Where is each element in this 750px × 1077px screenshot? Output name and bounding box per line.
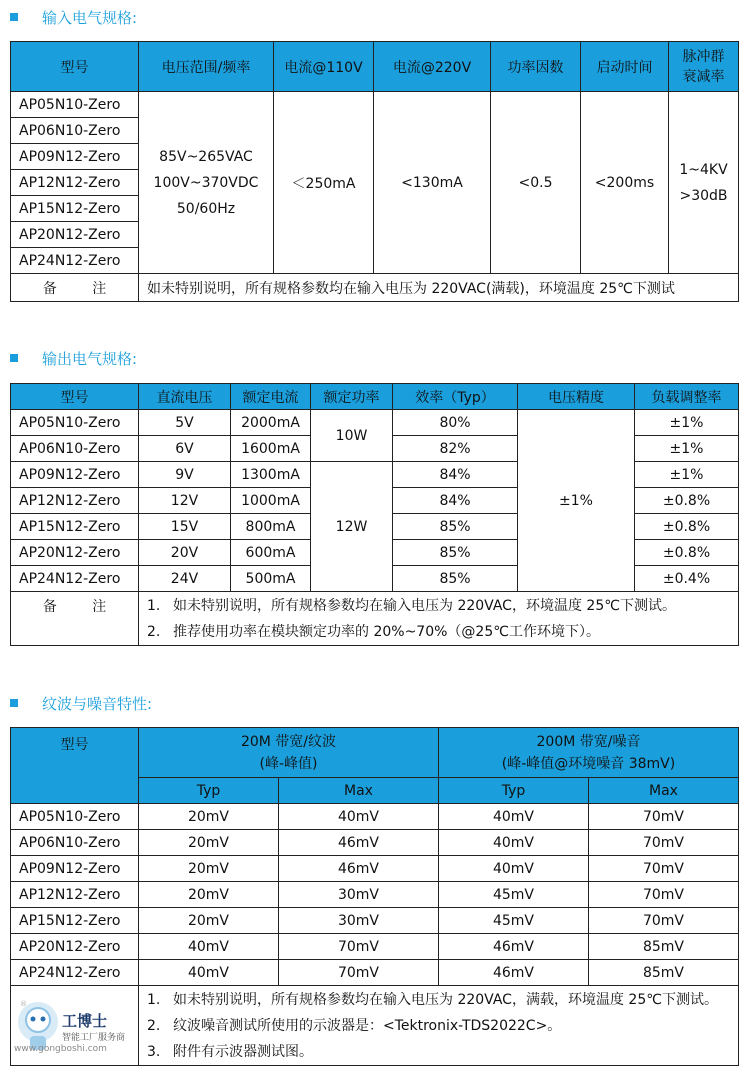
voltage-line: 100V~370VDC [153, 174, 259, 191]
header-ripple-max: Max [279, 778, 439, 804]
pulse-line: 1~4KV [679, 161, 728, 178]
table-row [11, 882, 739, 908]
header-load-regulation: 负载调整率 [635, 384, 739, 410]
power-factor-cell: <0.5 [491, 92, 581, 274]
noise-typ-cell: 45mV [439, 908, 589, 934]
noise-typ-cell: 40mV [439, 830, 589, 856]
model-cell: AP12N12-Zero [11, 170, 139, 196]
bullet-square-icon [10, 13, 18, 21]
header-efficiency: 效率（Typ） [393, 384, 518, 410]
section-title-text: 输入电气规格: [42, 8, 138, 27]
ripple-typ-cell: 20mV [139, 882, 279, 908]
load-regulation-cell: ±0.8% [635, 488, 739, 514]
power-cell: 10W [311, 410, 393, 462]
input-spec-table [10, 41, 739, 302]
efficiency-cell: 85% [393, 540, 518, 566]
remark-row [11, 274, 739, 302]
header-voltage-range: 电压范围/频率 [139, 42, 274, 92]
note-number: 3. [147, 1043, 161, 1060]
voltage-cell: 6V [139, 436, 231, 462]
output-spec-table [10, 383, 739, 646]
model-cell: AP05N10-Zero [11, 804, 139, 830]
section-title-ripple [10, 692, 152, 714]
efficiency-cell: 85% [393, 514, 518, 540]
model-cell: AP12N12-Zero [11, 882, 139, 908]
remark-row [11, 592, 739, 646]
table-row [11, 856, 739, 882]
header-current-220: 电流@220V [374, 42, 491, 92]
remark-text: 如未特别说明，所有规格参数均在输入电压为 220VAC(满载)，环境温度 25℃下测试 [139, 274, 739, 302]
header-model: 型号 [11, 728, 139, 804]
voltage-cell: 9V [139, 462, 231, 488]
power-cell: 12W [311, 462, 393, 592]
voltage-line: 50/60Hz [176, 200, 236, 217]
current-cell: 800mA [231, 514, 311, 540]
note-text: 推荐使用功率在模块额定功率的 20%~70%（@25℃工作环境下）。 [173, 623, 600, 640]
header-rated-current: 额定电流 [231, 384, 311, 410]
load-regulation-cell: ±0.4% [635, 566, 739, 592]
noise-max-cell: 70mV [589, 804, 739, 830]
header-pulse-line1: 脉冲群 [682, 48, 725, 65]
voltage-accuracy-cell: ±1% [518, 410, 635, 592]
table-row [11, 830, 739, 856]
load-regulation-cell: ±1% [635, 462, 739, 488]
model-cell: AP09N12-Zero [11, 144, 139, 170]
model-cell: AP20N12-Zero [11, 540, 139, 566]
model-cell: AP20N12-Zero [11, 934, 139, 960]
note-number: 1. [147, 597, 161, 614]
table-header-row [11, 42, 739, 92]
model-cell: AP12N12-Zero [11, 488, 139, 514]
noise-typ-cell: 46mV [439, 960, 589, 986]
table-row [11, 960, 739, 986]
note-item [147, 619, 738, 645]
header-noise [439, 728, 739, 778]
voltage-cell: 12V [139, 488, 231, 514]
model-cell: AP05N10-Zero [11, 92, 139, 118]
start-time-cell: <200ms [581, 92, 669, 274]
section-title-text: 输出电气规格: [42, 349, 138, 368]
note-item [147, 987, 738, 1013]
efficiency-cell: 80% [393, 410, 518, 436]
header-ripple [139, 728, 439, 778]
model-cell: AP24N12-Zero [11, 960, 139, 986]
noise-max-cell: 70mV [589, 908, 739, 934]
watermark-logo [12, 992, 142, 1062]
noise-typ-cell: 45mV [439, 882, 589, 908]
current-110-cell: ＜250mA [274, 92, 374, 274]
noise-max-cell: 70mV [589, 856, 739, 882]
noise-max-cell: 70mV [589, 830, 739, 856]
model-cell: AP15N12-Zero [11, 196, 139, 222]
note-text: 如未特别说明，所有规格参数均在输入电压为 220VAC，环境温度 25℃下测试。 [173, 597, 676, 614]
section-title-text: 纹波与噪音特性: [42, 694, 153, 713]
watermark-brand: 工博士 [62, 1012, 108, 1030]
voltage-cell: 20V [139, 540, 231, 566]
model-cell: AP24N12-Zero [11, 248, 139, 274]
remark-notes [139, 592, 739, 646]
model-cell: AP15N12-Zero [11, 908, 139, 934]
pulse-cell [669, 92, 739, 274]
header-model: 型号 [11, 384, 139, 410]
ripple-typ-cell: 40mV [139, 934, 279, 960]
header-dc-voltage: 直流电压 [139, 384, 231, 410]
table-header-row [11, 728, 739, 778]
header-current-110: 电流@110V [274, 42, 374, 92]
watermark-tagline: 智能工厂服务商 [62, 1033, 126, 1043]
watermark-url: www.gongboshi.com [14, 1044, 107, 1054]
load-regulation-cell: ±0.8% [635, 540, 739, 566]
remark-label: 备 注 [11, 274, 139, 302]
bullet-square-icon [10, 354, 18, 362]
note-text: 附件有示波器测试图。 [173, 1043, 313, 1060]
ripple-max-cell: 30mV [279, 882, 439, 908]
voltage-range-cell [139, 92, 274, 274]
header-ripple-sub: (峰-峰值) [259, 755, 318, 772]
ripple-max-cell: 46mV [279, 830, 439, 856]
ripple-max-cell: 70mV [279, 960, 439, 986]
model-cell: AP20N12-Zero [11, 222, 139, 248]
note-item [147, 1039, 738, 1065]
noise-typ-cell: 40mV [439, 856, 589, 882]
header-pulse-attenuation [669, 42, 739, 92]
ripple-typ-cell: 40mV [139, 960, 279, 986]
load-regulation-cell: ±1% [635, 436, 739, 462]
remark-notes [139, 986, 739, 1066]
bullet-square-icon [10, 699, 18, 707]
table-row [11, 92, 739, 118]
section-title-input [10, 6, 137, 28]
current-cell: 2000mA [231, 410, 311, 436]
voltage-cell: 24V [139, 566, 231, 592]
noise-max-cell: 85mV [589, 960, 739, 986]
header-pulse-line2: 衰减率 [682, 68, 725, 85]
note-number: 2. [147, 1017, 161, 1034]
pulse-line: >30dB [679, 187, 728, 204]
current-cell: 1300mA [231, 462, 311, 488]
current-220-cell: <130mA [374, 92, 491, 274]
current-cell: 1000mA [231, 488, 311, 514]
ripple-max-cell: 70mV [279, 934, 439, 960]
load-regulation-cell: ±0.8% [635, 514, 739, 540]
noise-max-cell: 70mV [589, 882, 739, 908]
section-title-output [10, 347, 137, 369]
model-cell: AP06N10-Zero [11, 436, 139, 462]
model-cell: AP09N12-Zero [11, 462, 139, 488]
table-row [11, 908, 739, 934]
model-cell: AP05N10-Zero [11, 410, 139, 436]
note-item [147, 1013, 738, 1039]
voltage-line: 85V~265VAC [159, 148, 253, 165]
header-noise-title: 200M 带宽/噪音 [536, 733, 641, 750]
ripple-max-cell: 40mV [279, 804, 439, 830]
svg-text:®: ® [20, 1000, 27, 1008]
noise-typ-cell: 40mV [439, 804, 589, 830]
table-row [11, 804, 739, 830]
note-item [147, 593, 738, 619]
efficiency-cell: 84% [393, 488, 518, 514]
table-row [11, 410, 739, 436]
noise-typ-cell: 46mV [439, 934, 589, 960]
header-voltage-accuracy: 电压精度 [518, 384, 635, 410]
note-text: 如未特别说明，所有规格参数均在输入电压为 220VAC，满载，环境温度 25℃下测试。 [173, 991, 718, 1008]
header-ripple-typ: Typ [139, 778, 279, 804]
noise-max-cell: 85mV [589, 934, 739, 960]
efficiency-cell: 82% [393, 436, 518, 462]
model-cell: AP24N12-Zero [11, 566, 139, 592]
ripple-max-cell: 30mV [279, 908, 439, 934]
model-cell: AP06N10-Zero [11, 830, 139, 856]
load-regulation-cell: ±1% [635, 410, 739, 436]
header-model: 型号 [11, 42, 139, 92]
ripple-max-cell: 46mV [279, 856, 439, 882]
header-power-factor: 功率因数 [491, 42, 581, 92]
remark-label: 备 注 [11, 592, 139, 646]
header-rated-power: 额定功率 [311, 384, 393, 410]
model-cell: AP15N12-Zero [11, 514, 139, 540]
note-text: 纹波噪音测试所使用的示波器是：<Tektronix-TDS2022C>。 [173, 1017, 562, 1034]
voltage-cell: 15V [139, 514, 231, 540]
note-number: 1. [147, 991, 161, 1008]
model-cell: AP09N12-Zero [11, 856, 139, 882]
ripple-typ-cell: 20mV [139, 830, 279, 856]
current-cell: 600mA [231, 540, 311, 566]
header-noise-typ: Typ [439, 778, 589, 804]
header-noise-sub: (峰-峰值@环境噪音 38mV) [501, 755, 676, 772]
table-row [11, 934, 739, 960]
efficiency-cell: 85% [393, 566, 518, 592]
ripple-typ-cell: 20mV [139, 908, 279, 934]
ripple-typ-cell: 20mV [139, 804, 279, 830]
model-cell: AP06N10-Zero [11, 118, 139, 144]
current-cell: 500mA [231, 566, 311, 592]
voltage-cell: 5V [139, 410, 231, 436]
ripple-typ-cell: 20mV [139, 856, 279, 882]
current-cell: 1600mA [231, 436, 311, 462]
header-noise-max: Max [589, 778, 739, 804]
efficiency-cell: 84% [393, 462, 518, 488]
table-header-row [11, 384, 739, 410]
note-number: 2. [147, 623, 161, 640]
header-ripple-title: 20M 带宽/纹波 [240, 733, 337, 750]
header-start-time: 启动时间 [581, 42, 669, 92]
